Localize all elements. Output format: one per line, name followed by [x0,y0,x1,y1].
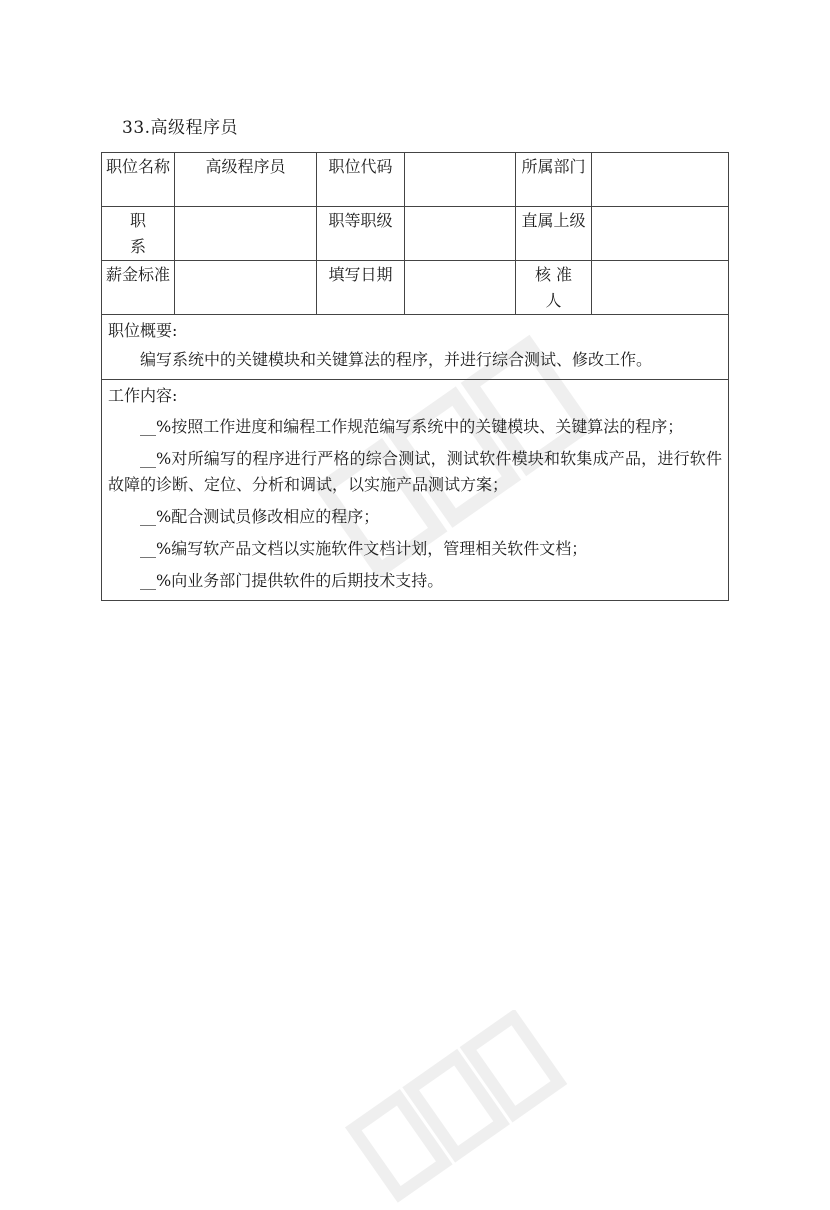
label-department: 所属部门 [516,153,592,207]
job-duties [102,380,729,601]
list-item: __%编写软产品文档以实施软件文档计划，管理相关软件文档； [140,539,588,558]
label-approver: 核 准 人 [516,261,592,315]
table-row [102,207,729,261]
duties-row [102,380,729,601]
value-position-code [405,153,516,207]
label-salary-standard: 薪金标准 [102,261,175,315]
label-direct-supervisor: 直属上级 [516,207,592,261]
value-salary-standard [175,261,317,315]
label-position-code: 职位代码 [317,153,405,207]
value-fill-date [405,261,516,315]
job-description-table [101,152,729,601]
summary-row [102,315,729,380]
table-row [102,153,729,207]
summary-title: 职位概要: [108,321,178,340]
list-item: __%配合测试员修改相应的程序； [140,507,380,526]
list-item: __%对所编写的程序进行严格的综合测试，测试软件模块和软集成产品，进行软件故障的诊断、定位、分析和调试，以实施产品测试方案； [108,449,722,494]
summary-text: 编写系统中的关键模块和关键算法的程序，并进行综合测试、修改工作。 [140,350,653,369]
label-fill-date: 填写日期 [317,261,405,315]
value-job-family [175,207,317,261]
table-row [102,261,729,315]
list-item: __%向业务部门提供软件的后期技术支持。 [140,571,444,590]
value-grade-level [405,207,516,261]
list-item: __%按照工作进度和编程工作规范编写系统中的关键模块、关键算法的程序； [140,417,684,436]
value-approver [592,261,729,315]
value-department [592,153,729,207]
duties-title: 工作内容: [108,386,178,405]
position-summary [102,315,729,380]
value-position-name: 高级程序员 [175,153,317,207]
watermark-graphic-bottom [330,1010,570,1210]
label-grade-level: 职等职级 [317,207,405,261]
value-direct-supervisor [592,207,729,261]
label-position-name: 职位名称 [102,153,175,207]
page-title: 33.高级程序员 [122,118,239,138]
label-job-family: 职 系 [102,207,175,261]
